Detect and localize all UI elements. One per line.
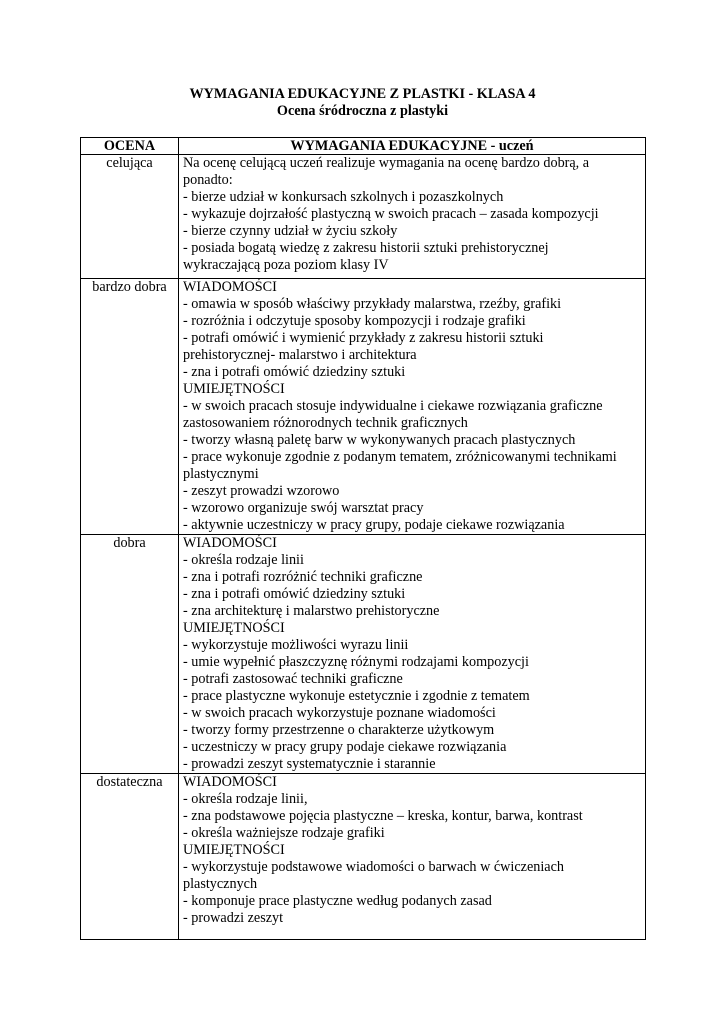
requirement-line: - posiada bogatą wiedzę z zakresu historii sztuki prehistorycznej <box>183 240 549 256</box>
requirement-line: WIADOMOŚCI <box>183 535 277 551</box>
requirement-line: - zna i potrafi omówić dziedziny sztuki <box>183 586 406 602</box>
requirement-line: - prowadzi zeszyt <box>183 910 284 926</box>
requirement-line: - komponuje prace plastyczne według podanych zasad <box>183 893 492 909</box>
requirement-line: UMIEJĘTNOŚCI <box>183 842 285 858</box>
requirement-line: Na ocenę celującą uczeń realizuje wymagania na ocenę bardzo dobrą, a <box>183 155 590 171</box>
requirement-line: plastycznych <box>183 876 258 892</box>
requirement-line: - określa ważniejsze rodzaje grafiki <box>183 825 385 841</box>
requirement-line: - prace plastyczne wykonuje estetycznie i zgodnie z tematem <box>183 688 530 704</box>
requirement-line: - umie wypełnić płaszczyznę różnymi rodzajami kompozycji <box>183 654 529 670</box>
requirement-line: - potrafi omówić i wymienić przykłady z zakresu historii sztuki <box>183 330 544 346</box>
requirements-cell <box>179 279 646 535</box>
requirement-line: - tworzy własną paletę barw w wykonywanych pracach plastycznych <box>183 432 576 448</box>
requirement-line: WIADOMOŚCI <box>183 774 277 790</box>
requirement-line: - potrafi zastosować techniki graficzne <box>183 671 403 687</box>
table-row <box>81 155 646 279</box>
requirement-line: - wykorzystuje możliwości wyrazu linii <box>183 637 409 653</box>
requirement-line: UMIEJĘTNOŚCI <box>183 381 285 397</box>
requirement-line: - określa rodzaje linii <box>183 552 304 568</box>
requirement-line: - prowadzi zeszyt systematycznie i starannie <box>183 756 436 772</box>
requirement-line: - bierze udział w konkursach szkolnych i pozaszkolnych <box>183 189 504 205</box>
requirements-table <box>80 137 646 940</box>
grade-cell: celująca <box>81 155 179 279</box>
requirement-line: - wykorzystuje podstawowe wiadomości o barwach w ćwiczeniach <box>183 859 564 875</box>
requirement-line: prehistorycznej- malarstwo i architektura <box>183 347 417 363</box>
header-grade: OCENA <box>81 138 179 155</box>
requirement-line: - aktywnie uczestniczy w pracy grupy, podaje ciekawe rozwiązania <box>183 517 565 533</box>
requirement-line: UMIEJĘTNOŚCI <box>183 620 285 636</box>
grade-cell: bardzo dobra <box>81 279 179 535</box>
requirement-line: - rozróżnia i odczytuje sposoby kompozycji i rodzaje grafiki <box>183 313 526 329</box>
table-row <box>81 774 646 940</box>
requirement-line: - bierze czynny udział w życiu szkoły <box>183 223 398 239</box>
requirements-cell <box>179 535 646 774</box>
requirement-line: - określa rodzaje linii, <box>183 791 308 807</box>
table-row <box>81 535 646 774</box>
grade-cell: dostateczna <box>81 774 179 940</box>
requirement-line: plastycznymi <box>183 466 259 482</box>
requirement-line: - tworzy formy przestrzenne o charakterze użytkowym <box>183 722 495 738</box>
table-header-row <box>81 138 646 155</box>
requirement-line: - zna i potrafi omówić dziedziny sztuki <box>183 364 406 380</box>
requirement-line: WIADOMOŚCI <box>183 279 277 295</box>
requirement-line: - zna i potrafi rozróżnić techniki graficzne <box>183 569 423 585</box>
requirement-line: - zeszyt prowadzi wzorowo <box>183 483 340 499</box>
requirement-line: - omawia w sposób właściwy przykłady malarstwa, rzeźby, grafiki <box>183 296 562 312</box>
header-requirements: WYMAGANIA EDUKACYJNE - uczeń <box>179 138 646 155</box>
requirements-cell <box>179 774 646 940</box>
requirement-line: - prace wykonuje zgodnie z podanym tematem, zróżnicowanymi technikami <box>183 449 617 465</box>
requirement-line: - uczestniczy w pracy grupy podaje ciekawe rozwiązania <box>183 739 507 755</box>
requirement-line: wykraczającą poza poziom klasy IV <box>183 257 389 273</box>
page-title: WYMAGANIA EDUKACYJNE Z PLASTKI - KLASA 4 <box>189 86 536 102</box>
requirement-line: - w swoich pracach stosuje indywidualne i ciekawe rozwiązania graficzne <box>183 398 603 414</box>
requirement-line: - wzorowo organizuje swój warsztat pracy <box>183 500 424 516</box>
grade-cell: dobra <box>81 535 179 774</box>
requirement-line: - zna architekturę i malarstwo prehistoryczne <box>183 603 440 619</box>
requirement-line: zastosowaniem różnorodnych technik graficznych <box>183 415 468 431</box>
page-subtitle: Ocena śródroczna z plastyki <box>276 103 449 119</box>
requirement-line: - w swoich pracach wykorzystuje poznane wiadomości <box>183 705 496 721</box>
requirement-line: - zna podstawowe pojęcia plastyczne – kreska, kontur, barwa, kontrast <box>183 808 583 824</box>
requirements-cell <box>179 155 646 279</box>
requirement-line: ponadto: <box>183 172 233 188</box>
table-row <box>81 279 646 535</box>
requirement-line: - wykazuje dojrzałość plastyczną w swoich pracach – zasada kompozycji <box>183 206 599 222</box>
